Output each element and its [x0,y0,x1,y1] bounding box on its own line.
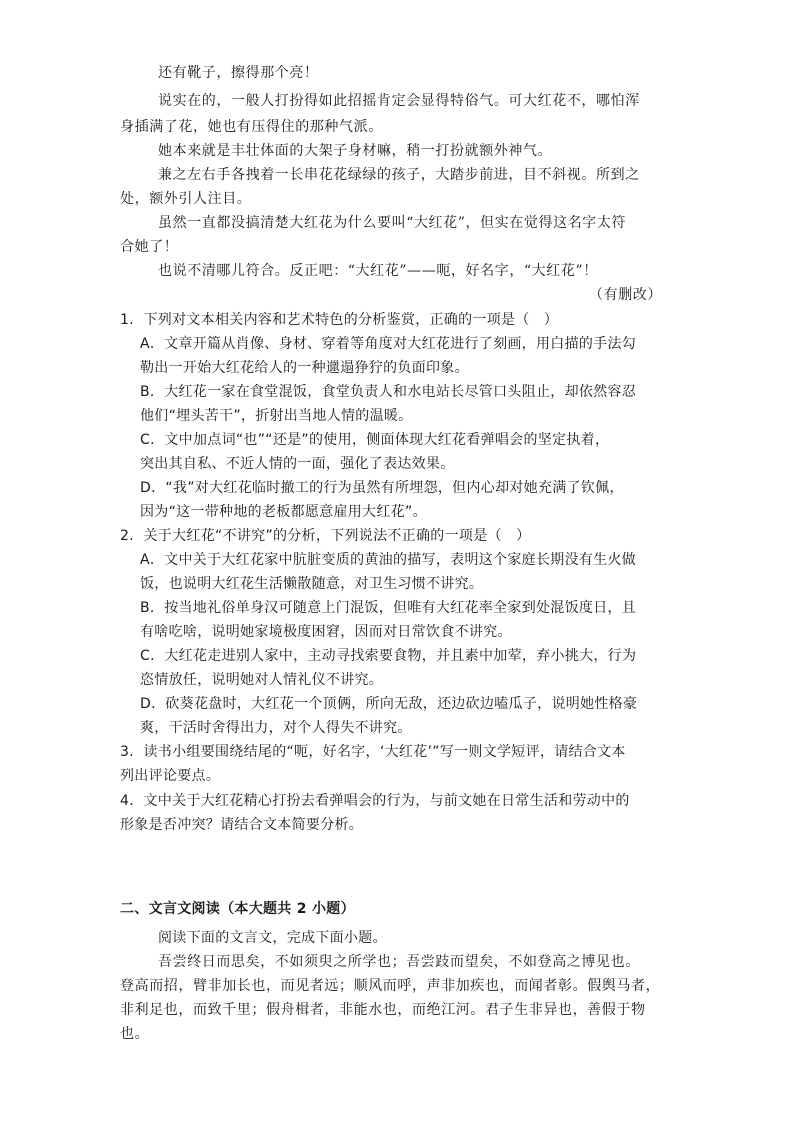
option-d-cont: 爽，干活时舍得出力，对个人得失不讲究。 [140,720,412,736]
option-c: C．大红花走进别人家中，主动寻找索要食物，并且素中加荤，弃小挑大，行为 [140,648,637,664]
option-d-cont: 因为“这一带种地的老板都愿意雇用大红花”。 [140,504,427,520]
option-a-cont: 勒出一开始大红花给人的一种邋遢狰狞的负面印象。 [140,360,469,376]
question-2-stem: 2．关于大红花“不讲究”的分析，下列说法不正确的一项是（ ） [120,528,531,544]
option-c-cont: 突出其自私、不近人情的一面，强化了表达效果。 [140,456,455,472]
option-b: B．大红花一家在食堂混饭，食堂负责人和水电站长尽管口头阻止，却依然容忍 [140,384,637,400]
question-3: 3．读书小组要围绕结尾的“呃，好名字，‘大红花’”写一则文学短评，请结合文本 [120,744,626,760]
question-3-cont: 列出评论要点。 [120,768,221,784]
question-4-cont: 形象是否冲突？请结合文本简要分析。 [120,817,364,833]
classical-text-line: 也。 [120,1026,150,1042]
option-a-cont: 饭，也说明大红花生活懒散随意，对卫生习惯不讲究。 [140,576,484,592]
story-line: 也说不清哪儿符合。反正吧：“大红花”——呃，好名字，“大红花”！ [158,263,598,279]
story-line: 说实在的，一般人打扮得如此招摇肯定会显得特俗气。可大红花不，哪怕浑 [158,93,640,109]
story-line: 虽然一直都没搞清楚大红花为什么要叫“大红花”，但实在觉得这名字太符 [158,215,627,231]
option-d: D．“我”对大红花临时撤工的行为虽然有所埋怨，但内心却对她充满了钦佩， [140,480,624,496]
option-c: C．文中加点词“也”“还是”的使用，侧面体现大红花看弹唱会的坚定执着， [140,432,610,448]
section-heading: 二、文言文阅读（本大题共 2 小题） [120,901,355,917]
option-b: B．按当地礼俗单身汉可随意上门混饭，但唯有大红花率全家到处混饭度日，且 [140,600,637,616]
section-intro: 阅读下面的文言文，完成下面小题。 [158,930,387,946]
option-d: D．砍葵花盘时，大红花一个顶俩，所向无敌，还边砍边嗑瓜子，说明她性格豪 [140,696,638,712]
option-a: A．文章开篇从肖像、身材、穿着等角度对大红花进行了刻画，用白描的手法勾 [140,336,637,352]
classical-text-line: 非利足也，而致千里；假舟楫者，非能水也，而绝江河。君子生非异也，善假于物 [120,1002,646,1018]
story-line: 兼之左右手各拽着一长串花花绿绿的孩子，大踏步前进，目不斜视。所到之 [158,167,640,183]
question-4: 4．文中关于大红花精心打扮去看弹唱会的行为，与前文她在日常生活和劳动中的 [120,793,630,809]
option-b-cont: 有啥吃啥，说明她家境极度困窘，因而对日常饮食不讲究。 [140,624,512,640]
question-1-stem: 1．下列对文本相关内容和艺术特色的分析鉴赏，正确的一项是（ ） [120,312,559,328]
story-line: 她本来就是丰壮体面的大架子身材嘛，稍一打扮就额外神气。 [158,143,553,159]
story-line: 还有靴子，擦得那个亮！ [158,65,319,81]
option-b-cont: 他们“埋头苦干”，折射出当地人情的温暖。 [140,408,413,424]
option-a: A．文中关于大红花家中肮脏变质的黄油的描写，表明这个家庭长期没有生火做 [140,552,637,568]
source-note: （有删改） [589,287,662,303]
option-c-cont: 恣情放任，说明她对人情礼仪不讲究。 [140,672,384,688]
classical-text-line: 登高而招，臂非加长也，而见者远；顺风而呼，声非加疾也，而闻者彰。假舆马者， [120,978,661,994]
story-line: 身插满了花，她也有压得住的那种气派。 [120,119,383,135]
classical-text-line: 吾尝终日而思矣，不如须臾之所学也；吾尝跂而望矣，不如登高之博见也。 [158,954,640,970]
story-line: 合她了！ [120,239,179,255]
story-line: 处，额外引人注目。 [120,191,252,207]
